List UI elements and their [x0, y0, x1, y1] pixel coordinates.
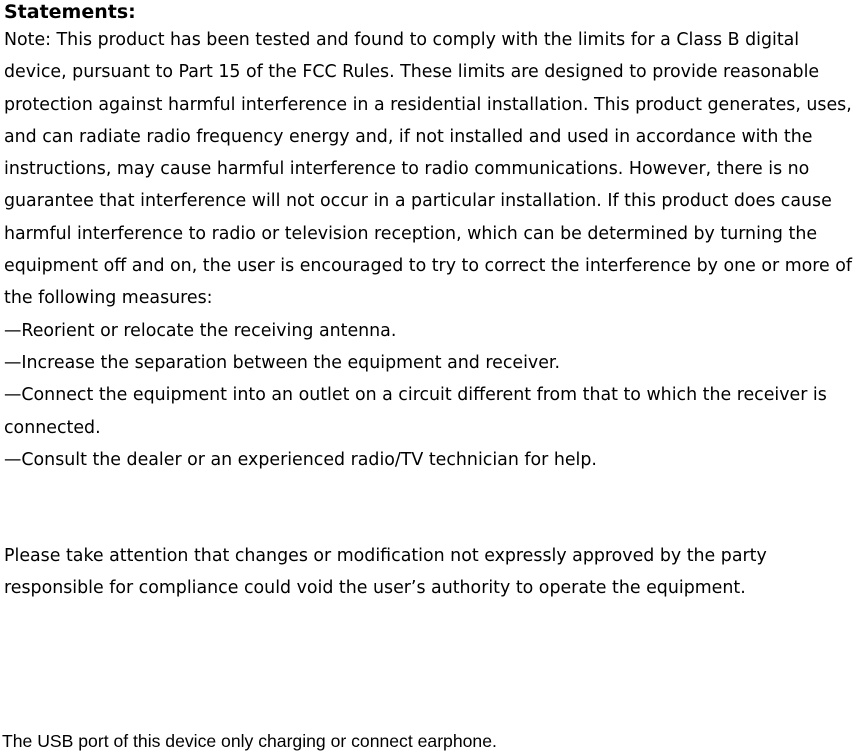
- measures-list: [4, 315, 866, 476]
- fcc-note-paragraph: Note: This product has been tested and found to comply with the limits for a Class B digital device, pursuant to Part 15 of the FCC Rules. These limits are designed to provide reasonable protection against harmful interference in a residential installation. This product generates, uses, and can radiate radio frequency energy and, if not installed and used in accordance with the instructions, may cause harmful interference to radio communications. However, there is no guarantee that interference will not occur in a particular installation. If this product does cause harmful interference to radio or television reception, which can be determined by turning the equipment off and on, the user is encouraged to try to correct the interference by one or more of the following measures:: [4, 30, 853, 309]
- usb-port-note: The USB port of this device only charging or connect earphone.: [2, 731, 497, 751]
- measure-item: —Connect the equipment into an outlet on a circuit different from that to which the receiver is connected.: [4, 385, 827, 438]
- section-spacer: [4, 476, 866, 540]
- document-body: [4, 0, 866, 605]
- statements-heading: Statements:: [4, 1, 136, 23]
- attention-paragraph: Please take attention that changes or modification not expressly approved by the party responsible for compliance could void the user’s authority to operate the equipment.: [4, 546, 767, 599]
- measure-item: —Consult the dealer or an experienced radio/TV technician for help.: [4, 449, 597, 470]
- measure-item: —Reorient or relocate the receiving antenna.: [4, 320, 397, 341]
- measure-item: —Increase the separation between the equipment and receiver.: [4, 352, 560, 373]
